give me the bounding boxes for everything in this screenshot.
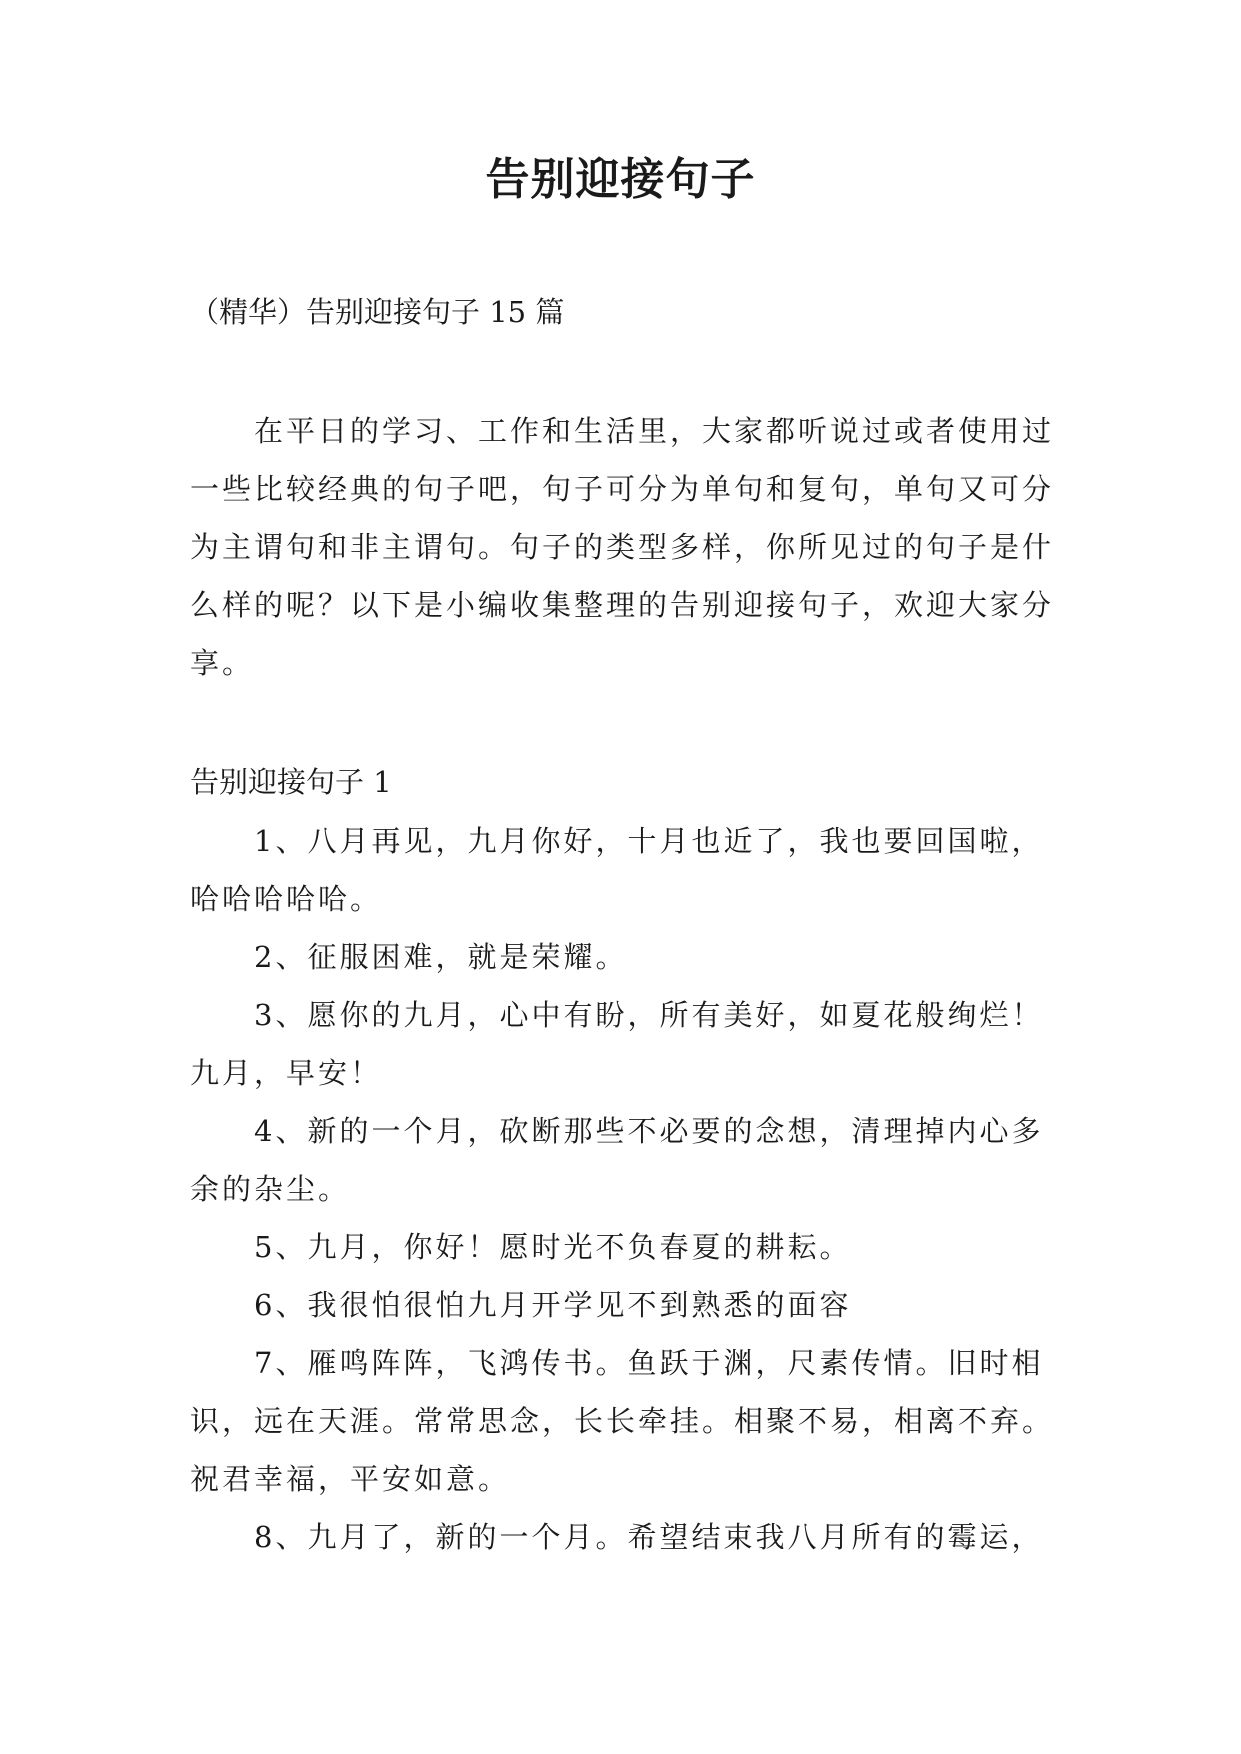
list-item: 7、雁鸣阵阵，飞鸿传书。鱼跃于渊，尺素传情。旧时相识，远在天涯。常常思念，长长牵挂。相聚不易，相离不弃。祝君幸福，平安如意。 (190, 1346, 1055, 1496)
list-item: 6、我很怕很怕九月开学见不到熟悉的面容 (254, 1288, 852, 1322)
list-item: 1、八月再见，九月你好，十月也近了，我也要回国啦，哈哈哈哈哈。 (190, 824, 1044, 916)
list-item: 8、九月了，新的一个月。希望结束我八月所有的霉运， (254, 1520, 1044, 1554)
list-item: 5、九月，你好！愿时光不负春夏的耕耘。 (254, 1230, 852, 1264)
document-title: 告别迎接句子 (485, 154, 756, 205)
list-item: 4、新的一个月，砍断那些不必要的念想，清理掉内心多余的杂尘。 (190, 1114, 1044, 1206)
sentence-list (190, 812, 1070, 1566)
document-subtitle: （精华）告别迎接句子 15 篇 (190, 295, 565, 329)
section-heading: 告别迎接句子 1 (190, 765, 392, 799)
list-item: 3、愿你的九月，心中有盼，所有美好，如夏花般绚烂！九月，早安！ (190, 998, 1044, 1090)
list-item: 2、征服困难，就是荣耀。 (254, 940, 628, 974)
intro-paragraph: 在平日的学习、工作和生活里，大家都听说过或者使用过一些比较经典的句子吧，句子可分为单句和复句，单句又可分为主谓句和非主谓句。句子的类型多样，你所见过的句子是什么样的呢？以下是小编收集整理的告别迎接句子，欢迎大家分享。 (190, 414, 1055, 680)
